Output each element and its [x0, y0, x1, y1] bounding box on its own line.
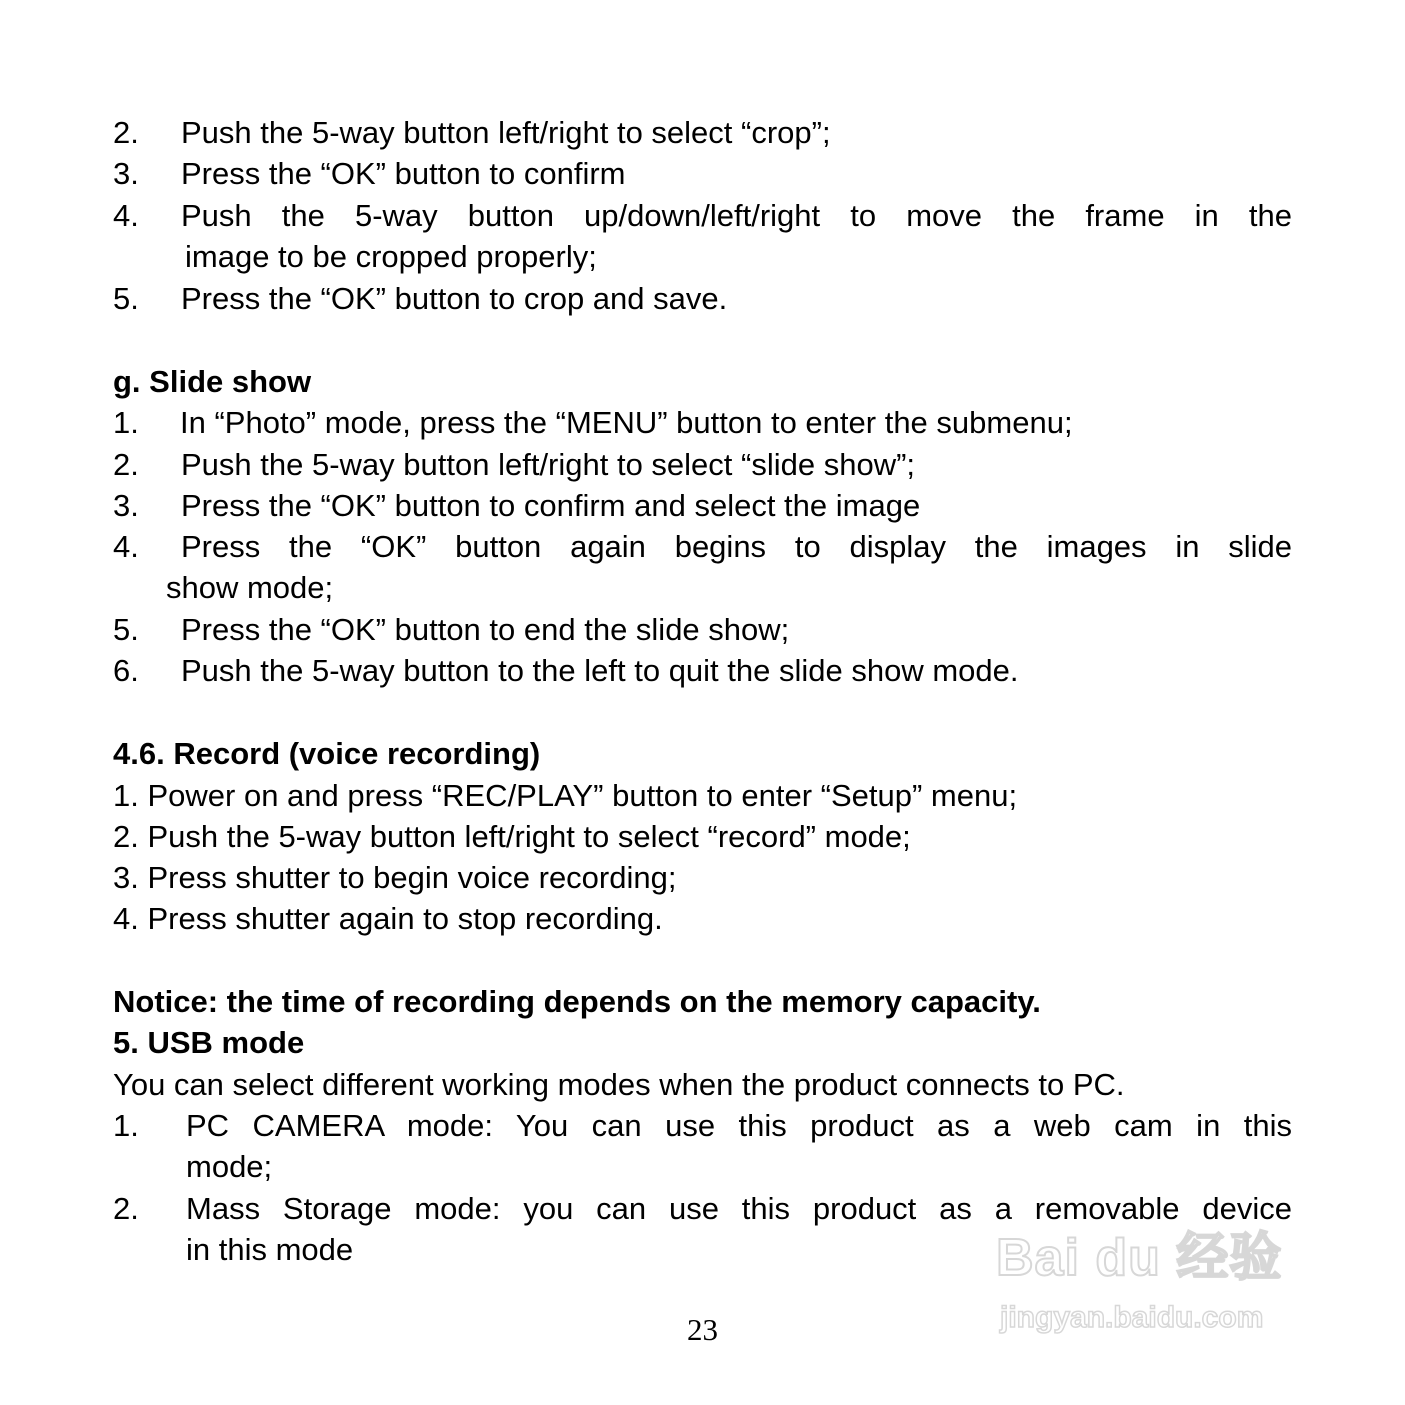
list-text: Mass Storage mode: you can use this product as a removable device [186, 1191, 1292, 1226]
watermark-logo [996, 1228, 1326, 1348]
list-text: Push the 5-way button left/right to select “crop”; [181, 115, 831, 150]
section-heading: g. Slide show [113, 364, 312, 399]
list-number: 1. [113, 405, 139, 440]
list-item [113, 112, 1292, 153]
list-text: Press the “OK” button to confirm [181, 156, 626, 191]
list-number: 4. [113, 198, 139, 233]
section-heading: 5. USB mode [113, 1025, 305, 1060]
list-text-continuation: in this mode [186, 1232, 354, 1267]
list-text-continuation: mode; [186, 1149, 273, 1184]
list-item: 1. Power on and press “REC/PLAY” button to enter “Setup” menu; [113, 778, 1018, 813]
list-text-continuation: image to be cropped properly; [185, 239, 597, 274]
watermark-url: jingyan.baidu.com [1000, 1301, 1264, 1334]
list-text: Press the “OK” button to confirm and select the image [181, 488, 921, 523]
list-text: Push the 5-way button left/right to select “slide show”; [181, 447, 916, 482]
list-text: Push the 5-way button up/down/left/right to move the frame in the [181, 198, 1292, 233]
notice-text: Notice: the time of recording depends on the memory capacity. [113, 984, 1041, 1019]
list-text: PC CAMERA mode: You can use this product as a web cam in this [186, 1108, 1292, 1143]
list-item: 3. Press shutter to begin voice recording; [113, 860, 677, 895]
list-number: 4. [113, 529, 139, 564]
list-number: 3. [113, 488, 139, 523]
list-number: 6. [113, 653, 139, 688]
section-heading: 4.6. Record (voice recording) [113, 736, 541, 771]
list-text: Press the “OK” button to end the slide show; [181, 612, 790, 647]
list-item [113, 153, 1292, 194]
list-number: 2. [113, 447, 139, 482]
list-number: 5. [113, 612, 139, 647]
list-item [113, 650, 1292, 691]
list-text: Press the “OK” button again begins to display the images in slide [181, 529, 1292, 564]
watermark-brand: Bai du 经验 [996, 1229, 1283, 1287]
list-item: 2. Push the 5-way button left/right to select “record” mode; [113, 819, 911, 854]
list-item [113, 1105, 1292, 1146]
list-item [113, 1188, 1292, 1229]
list-item: 4. Press shutter again to stop recording. [113, 901, 663, 936]
list-number: 3. [113, 156, 139, 191]
list-item [113, 402, 1292, 443]
list-text: Press the “OK” button to crop and save. [181, 281, 728, 316]
list-item [113, 526, 1292, 567]
paragraph: You can select different working modes when the product connects to PC. [113, 1067, 1125, 1102]
list-item [113, 609, 1292, 650]
list-item [113, 444, 1292, 485]
list-text: In “Photo” mode, press the “MENU” button to enter the submenu; [180, 405, 1073, 440]
list-number: 5. [113, 281, 139, 316]
list-number: 1. [113, 1108, 139, 1143]
list-item [113, 485, 1292, 526]
list-number: 2. [113, 1191, 139, 1226]
list-item [113, 195, 1292, 236]
list-number: 2. [113, 115, 139, 150]
page-number: 23 [687, 1312, 718, 1347]
list-item [113, 278, 1292, 319]
list-text-continuation: show mode; [166, 570, 334, 605]
list-text: Push the 5-way button to the left to quit the slide show mode. [181, 653, 1019, 688]
